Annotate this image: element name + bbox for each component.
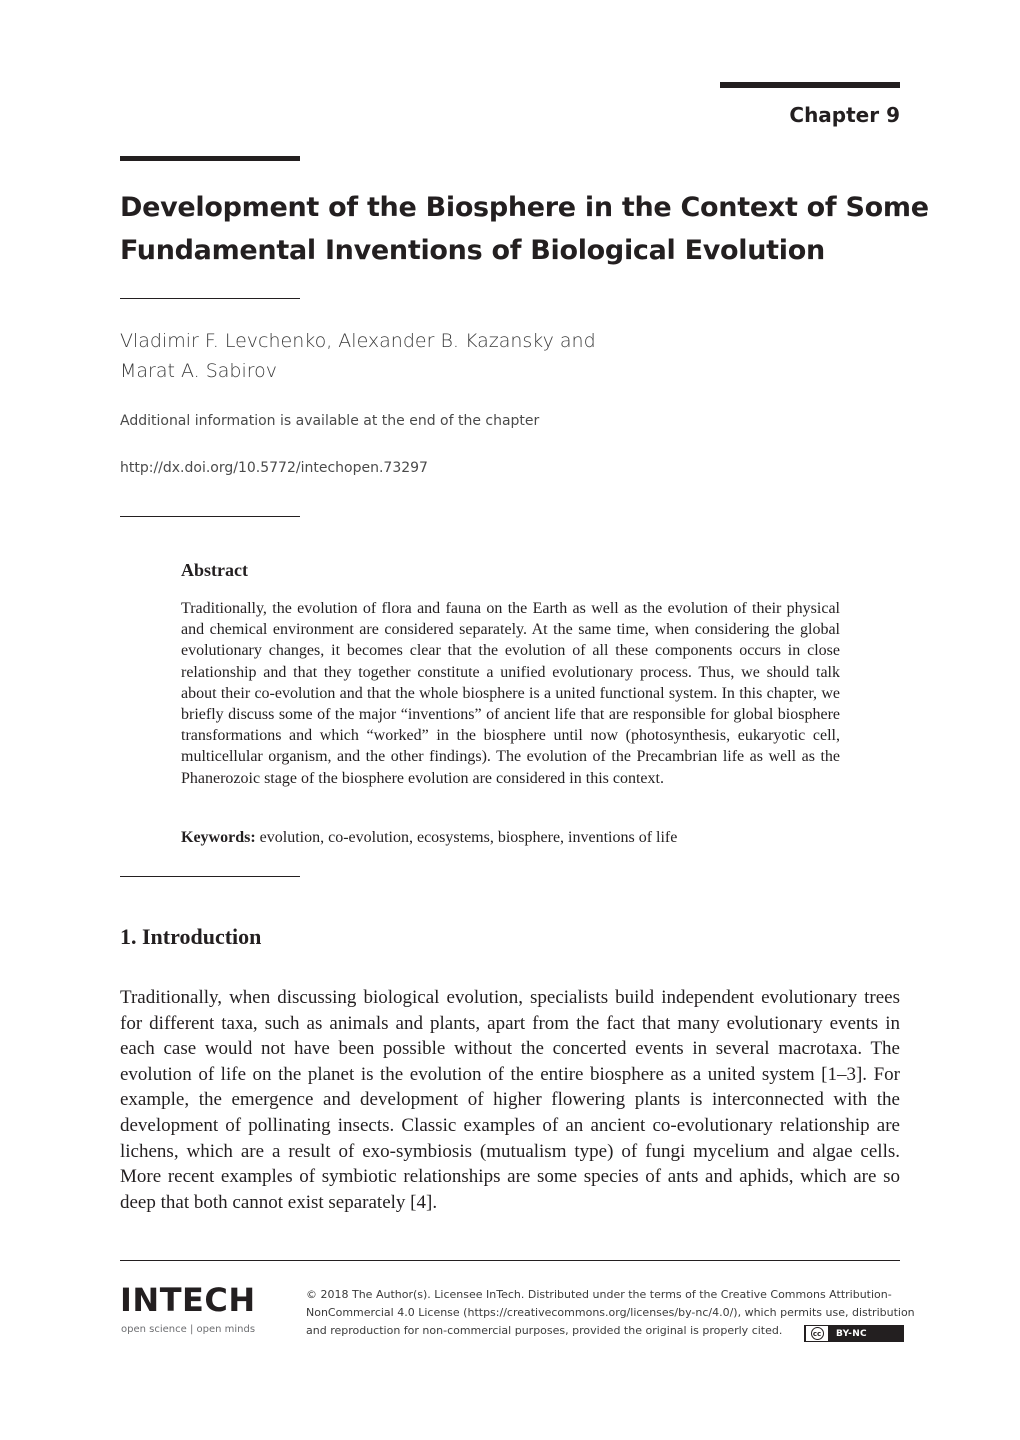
- intech-logo: INTECH: [120, 1281, 256, 1319]
- keywords: [181, 827, 840, 848]
- abstract-text: Traditionally, the evolution of flora and fauna on the Earth as well as the evolution of their physical and chemical environment are considered separately. At the same time, when considering the global evolutionary changes, it becomes clear that the evolution of all these components occurs in close relationship and that they together constitute a unified evolutionary process. Thus, we should talk about their co-evolution and that the whole biosphere is a united functional system. In this chapter, we briefly discuss some of the major “inventions” of ancient life that are responsible for global biosphere transformations and which “worked” in the biosphere until now (photosynthesis, eukaryotic cell, multicellular organism, and the other findings). The evolution of the Precambrian life as well as the Phanerozoic stage of the biosphere evolution are considered in this context.: [181, 600, 840, 787]
- abstract-divider: [120, 516, 300, 517]
- doi-link[interactable]: http://dx.doi.org/10.5772/intechopen.73297: [120, 460, 428, 476]
- title-line: Development of the Biosphere in the Context of Some: [120, 192, 929, 223]
- title-top-rule: [120, 156, 300, 161]
- cc-badge-label: BY-NC: [836, 1328, 867, 1339]
- footer-divider: [120, 1260, 900, 1261]
- chapter-label: Chapter 9: [789, 103, 900, 127]
- license-line: NonCommercial 4.0 License (https://creativecommons.org/licenses/by-nc/4.0/), which permits use, distribution: [306, 1306, 915, 1319]
- license-line: © 2018 The Author(s). Licensee InTech. Distributed under the terms of the Creative Commons Attribution-: [306, 1288, 892, 1301]
- abstract-heading: Abstract: [181, 560, 248, 580]
- additional-info-note: Additional information is available at the end of the chapter: [120, 413, 540, 429]
- intro-divider: [120, 876, 300, 877]
- author-list: [120, 326, 720, 386]
- keywords-text: evolution, co-evolution, ecosystems, biosphere, inventions of life: [259, 829, 678, 846]
- authors-divider: [120, 298, 300, 299]
- creative-commons-icon: cc: [806, 1326, 828, 1341]
- introduction-heading: 1. Introduction: [120, 924, 262, 949]
- author-line: Vladimir F. Levchenko, Alexander B. Kazansky and: [120, 330, 596, 352]
- chapter-top-rule: [720, 82, 900, 88]
- author-line: Marat A. Sabirov: [120, 360, 278, 382]
- keywords-label: Keywords:: [181, 829, 256, 846]
- license-line: and reproduction for non-commercial purposes, provided the original is properly cited.: [306, 1324, 783, 1337]
- introduction-text: Traditionally, when discussing biological evolution, specialists build independent evolutionary trees for different taxa, such as animals and plants, apart from the fact that many evolutionary events in each case would not have been possible without the concerted events in several macrotaxa. The evolution of life on the planet is the evolution of the entire biosphere as a united system [1–3]. For example, the emergence and development of higher flowering plants is interconnected with the development of pollinating insects. Classic examples of an ancient co-evolutionary relationship are lichens, which are a result of exo-symbiosis (mutualism type) of fungi mycelium and algae cells. More recent examples of symbiotic relationships are some species of ants and aphids, which are so deep that both cannot exist separately [4].: [120, 987, 900, 1213]
- cc-by-nc-badge[interactable]: [804, 1325, 904, 1342]
- title-line: Fundamental Inventions of Biological Evolution: [120, 235, 825, 266]
- chapter-title: [120, 186, 929, 272]
- intech-tagline: open science | open minds: [121, 1324, 256, 1335]
